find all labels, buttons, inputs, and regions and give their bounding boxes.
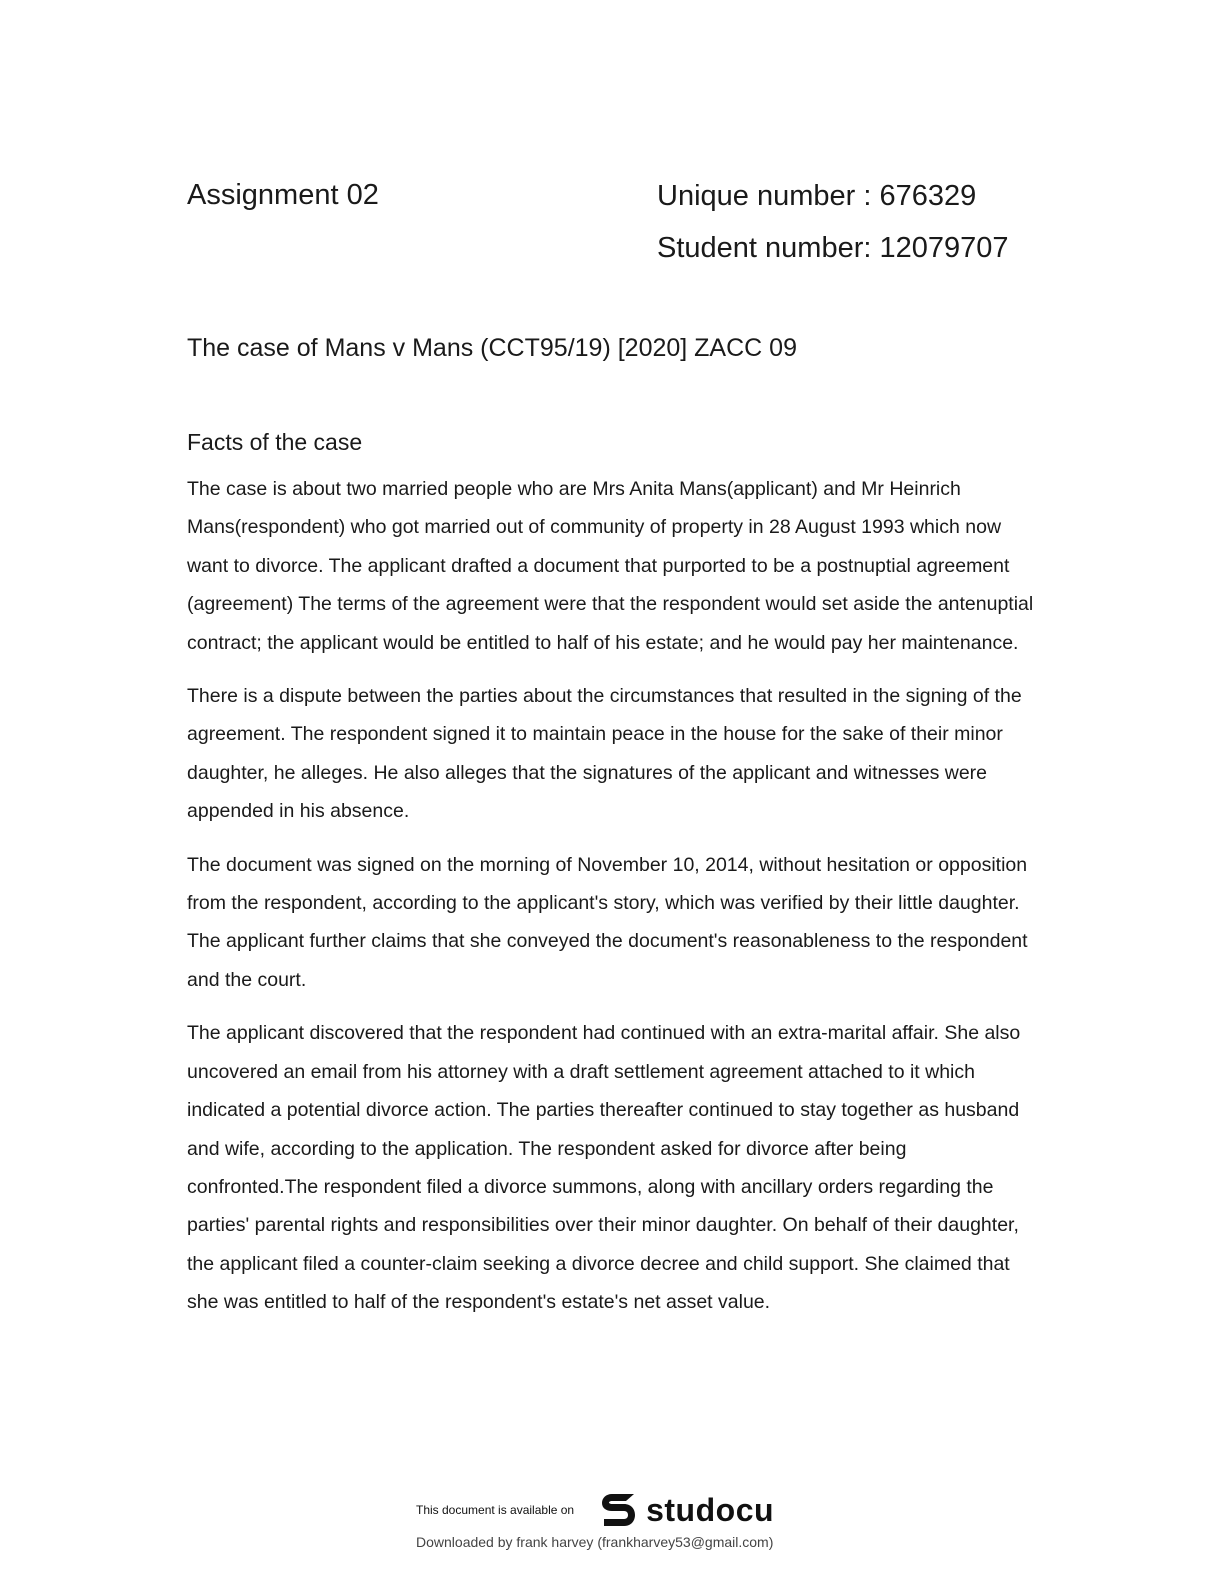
paragraph: The case is about two married people who are Mrs Anita Mans(applicant) and Mr Heinrich Mans(respondent) who got married out of community of property in 28 August 1993 which now want to divorce. The applicant drafted a document that purported to be a postnuptial agreement (agreement) The terms of the agreement were that the respondent would set aside the antenuptial contract; the applicant would be entitled to half of his estate; and he would pay her maintenance. [187, 478, 1034, 654]
paragraph: There is a dispute between the parties about the circumstances that resulted in the signing of the agreement. The respondent signed it to maintain peace in the house for the sake of their minor daughter, he alleges. He also alleges that the signatures of the applicant and witnesses were appended in his absence. [187, 685, 1022, 823]
studocu-logo-text: studocu [646, 1491, 775, 1528]
paragraph: The document was signed on the morning of November 10, 2014, without hesitation or opposition from the respondent, according to the applicant's story, which was verified by their little daughter. The applicant further claims that she conveyed the document's reasonableness to the respondent and the court. [187, 853, 1028, 991]
student-number: Student number: 12079707 [657, 232, 1009, 264]
paragraph: The applicant discovered that the respondent had continued with an extra-marital affair. She also uncovered an email from his attorney with a draft settlement agreement attached to it which indicated a potential divorce action. The parties thereafter continued to stay together as husband and wife, according to the application. The respondent asked for divorce after being confronted.The respondent filed a divorce summons, along with ancillary orders regarding the parties' parental rights and responsibilities over their minor daughter. On behalf of their daughter, the applicant filed a counter-claim seeking a divorce decree and child support. She claimed that she was entitled to half of the respondent's estate's net asset value. [187, 1022, 1021, 1314]
header-identifiers [657, 176, 1009, 280]
available-on-text: This document is available on [416, 1503, 575, 1517]
footer [0, 1484, 1224, 1584]
unique-number: Unique number : 676329 [657, 180, 977, 212]
body-text [187, 470, 1037, 1337]
studocu-banner[interactable] [416, 1488, 774, 1532]
downloaded-by-text: Downloaded by frank harvey (frankharvey53@gmail.com) [416, 1534, 774, 1550]
assignment-title: Assignment 02 [187, 179, 379, 211]
section-heading: Facts of the case [187, 429, 363, 455]
case-title: The case of Mans v Mans (CCT95/19) [2020] ZACC 09 [187, 334, 797, 362]
studocu-logo-icon [596, 1488, 640, 1532]
